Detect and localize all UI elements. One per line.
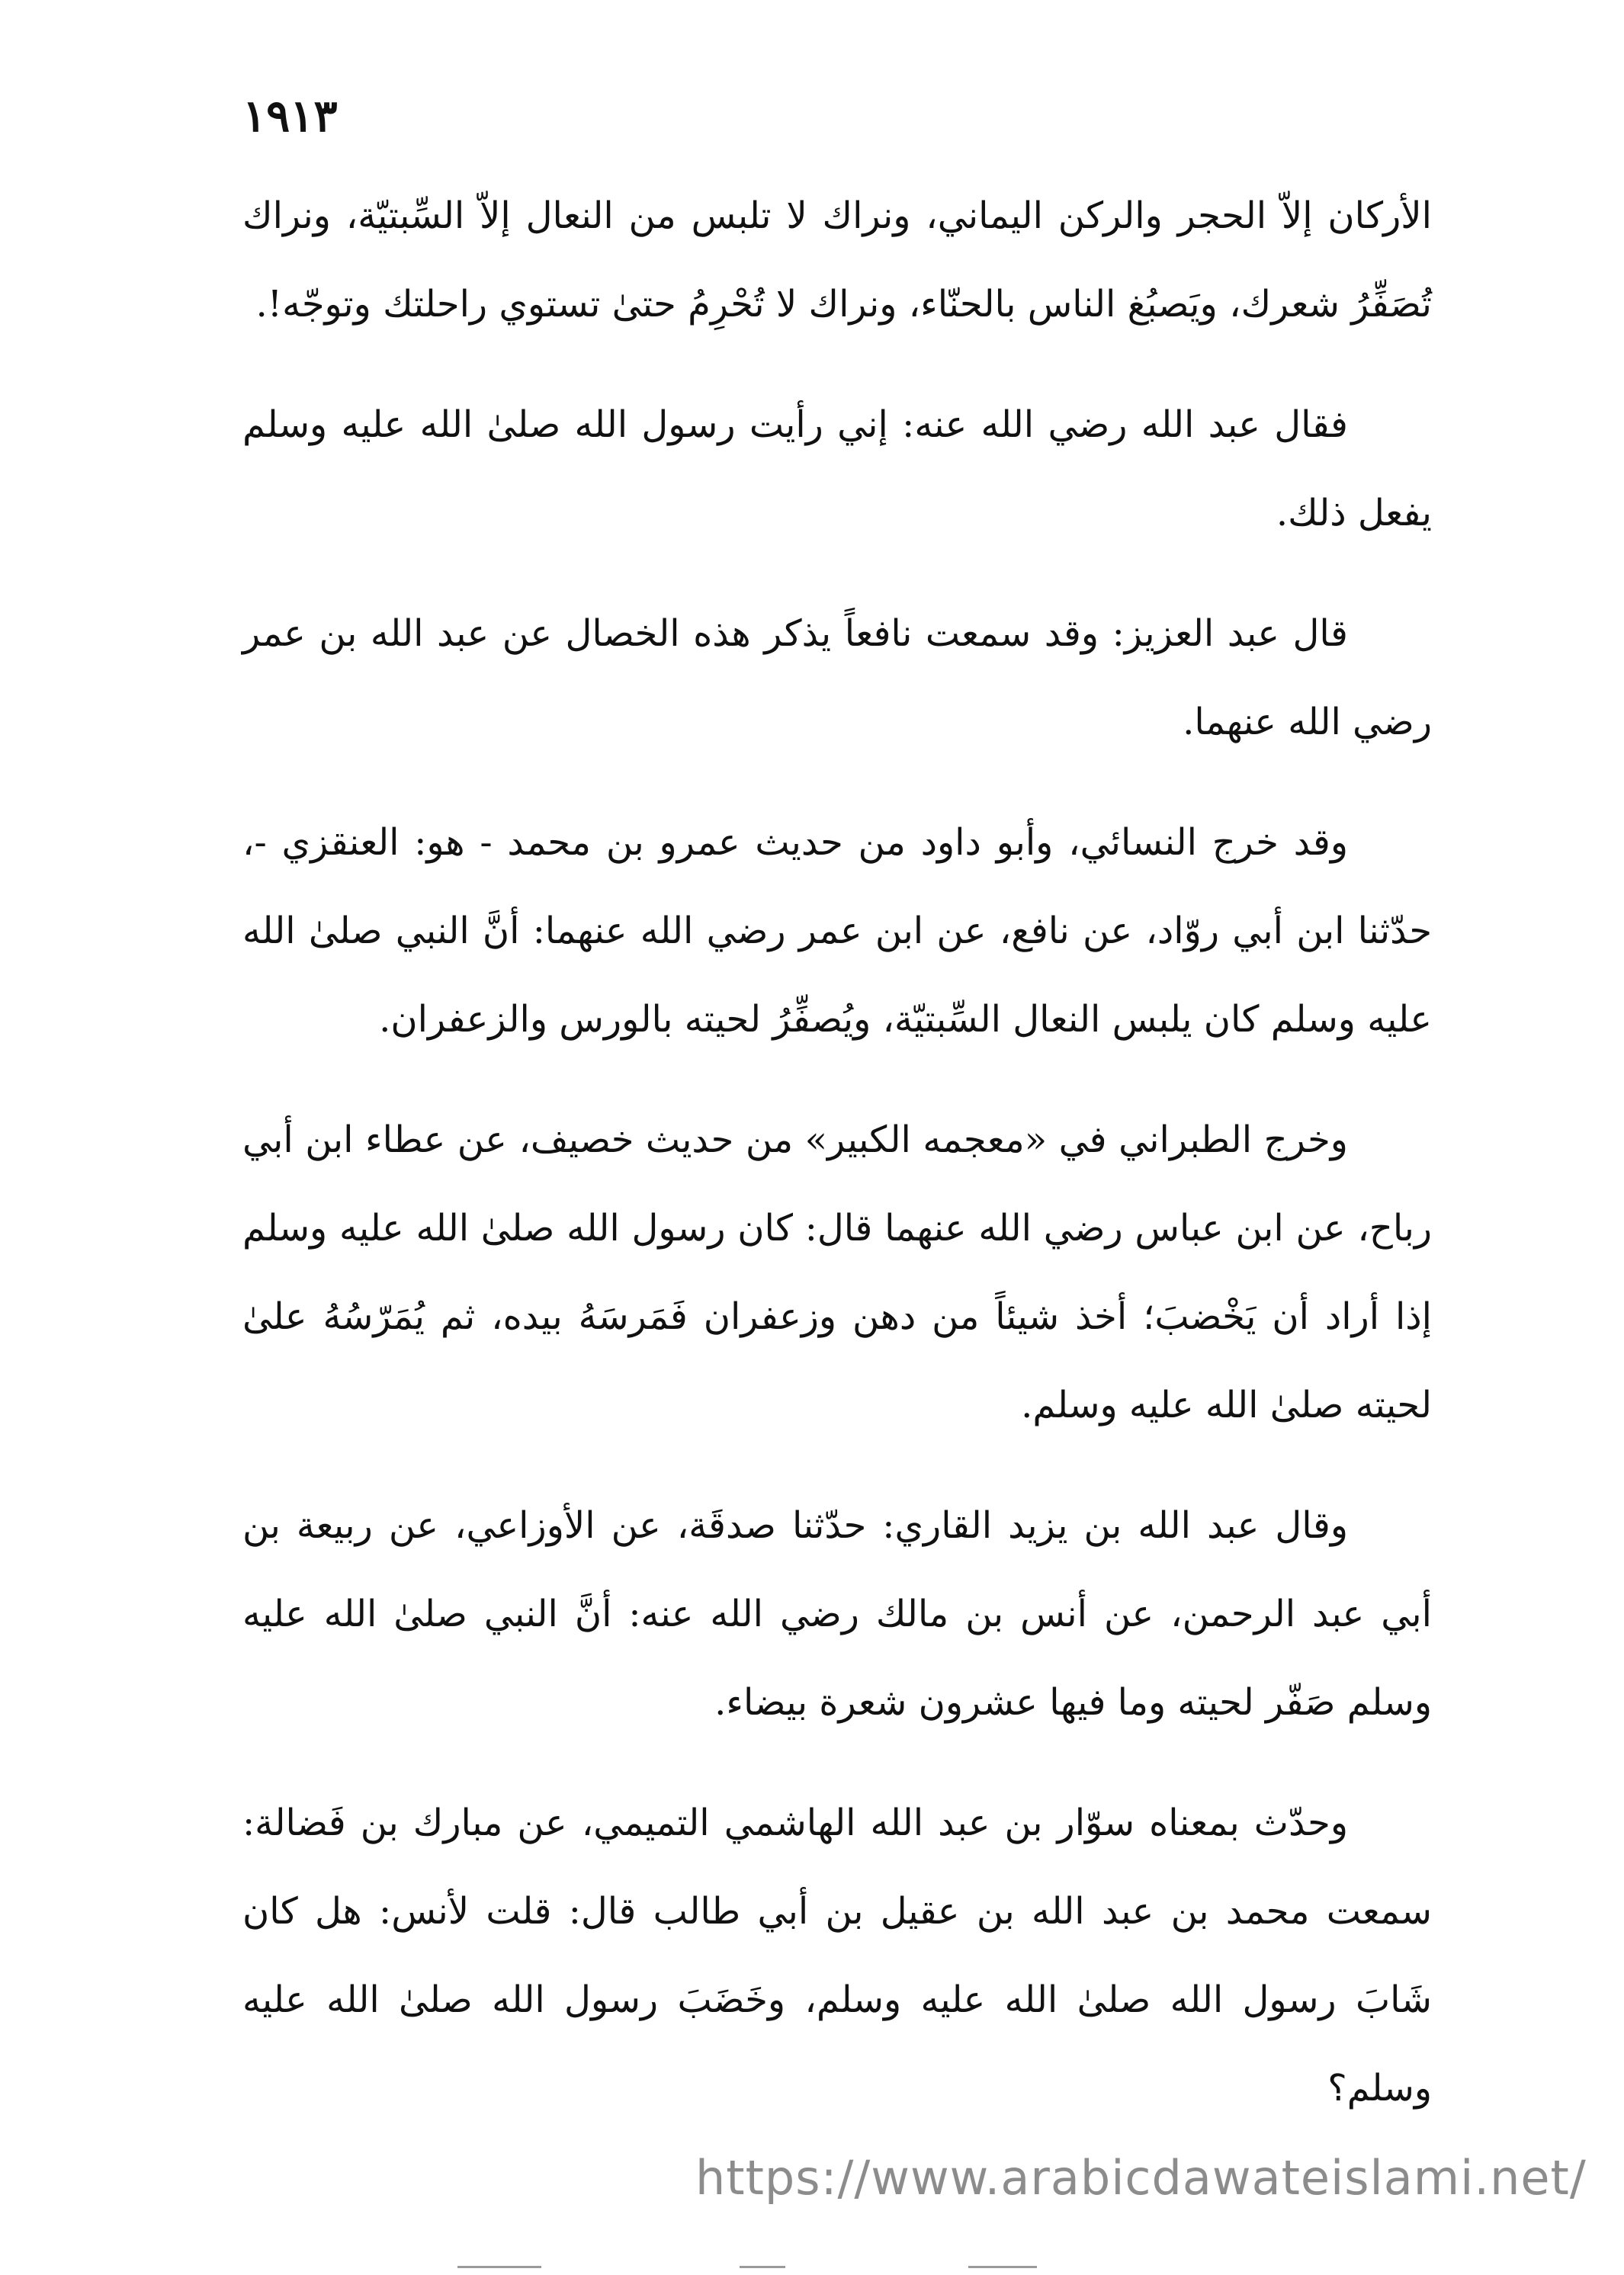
paragraph: الأركان إلاّ الحجر والركن اليماني، ونراك لا تلبس من النعال إلاّ السِّبتيّة، ونراك تُصَفِّرُ شعرك، ويَصبُغ الناس بالحنّاء، ونراك لا تُحْرِمُ حتىٰ تستوي راحلتك وتوجّه!. — [242, 194, 1432, 326]
watermark-url: https://www.arabicdawateislami.net/ — [695, 2150, 1587, 2206]
paragraph: قال عبد العزيز: وقد سمعت نافعاً يذكر هذه الخصال عن عبد الله بن عمر رضي الله عنهما. — [242, 612, 1432, 743]
paragraph: وقال عبد الله بن يزيد القاري: حدّثنا صدقَة، عن الأوزاعي، عن ربيعة بن أبي عبد الرحمن، عن أنس بن مالك رضي الله عنه: أنَّ النبي صلىٰ الله عليه وسلم صَفّر لحيته وما فيها عشرون شعرة بيضاء. — [242, 1504, 1432, 1724]
footer-divider — [740, 2266, 785, 2268]
footer-divider — [968, 2266, 1037, 2268]
footer-divider — [457, 2266, 541, 2268]
paragraph: وقد خرج النسائي، وأبو داود من حديث عمرو بن محمد - هو: العنقزي -، حدّثنا ابن أبي روّاد، عن نافع، عن ابن عمر رضي الله عنهما: أنَّ النبي صلىٰ الله عليه وسلم كان يلبس النعال السِّبتيّة، ويُصفِّرُ لحيته بالورس والزعفران. — [242, 821, 1432, 1041]
paragraph: فقال عبد الله رضي الله عنه: إني رأيت رسول الله صلىٰ الله عليه وسلم يفعل ذلك. — [242, 403, 1432, 534]
page-body — [242, 172, 1432, 2164]
paragraph: وحدّث بمعناه سوّار بن عبد الله الهاشمي التميمي، عن مبارك بن فَضالة: سمعت محمد بن عبد الله بن عقيل بن أبي طالب قال: قلت لأنس: هل كان شَابَ رسول الله صلىٰ الله عليه وسلم، وخَضَبَ رسول الله صلىٰ الله عليه وسلم؟ — [242, 1802, 1432, 2110]
paragraph: وخرج الطبراني في «معجمه الكبير» من حديث خصيف، عن عطاء ابن أبي رباح، عن ابن عباس رضي الله عنهما قال: كان رسول الله صلىٰ الله عليه وسلم إذا أراد أن يَخْضبَ؛ أخذ شيئاً من دهن وزعفران فَمَرسَهُ بيده، ثم يُمَرّسُهُ علىٰ لحيته صلىٰ الله عليه وسلم. — [242, 1118, 1432, 1426]
page-number: ١٩١٣ — [242, 90, 338, 142]
